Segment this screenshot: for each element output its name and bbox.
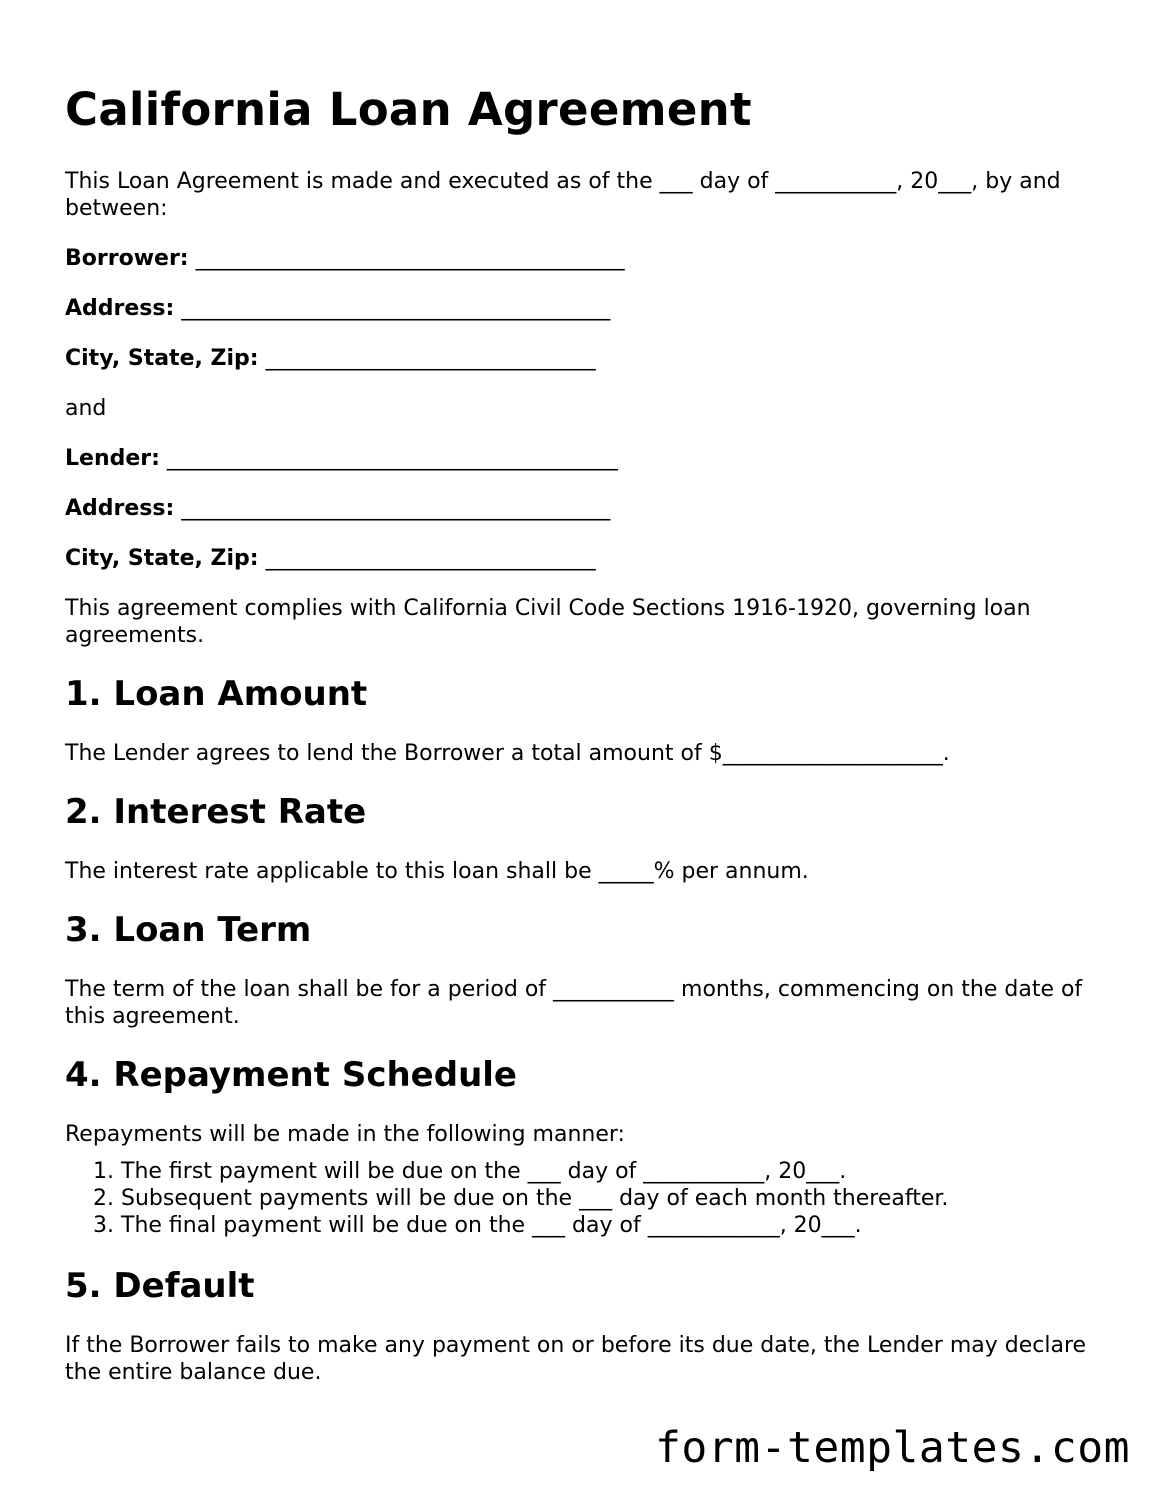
lender-name-label: Lender: [65, 446, 160, 471]
lender-address-blank: _______________________________________ [181, 496, 611, 521]
borrower-city-field [65, 345, 1115, 372]
section-heading-repayment-schedule: 4. Repayment Schedule [65, 1055, 517, 1095]
watermark: form-templates.com [655, 1423, 1130, 1473]
borrower-name-label: Borrower: [65, 246, 189, 271]
list-item: 3. The final payment will be due on the ___ day of ____________, 20___. [121, 1212, 1115, 1239]
section-body-repayment-schedule: Repayments will be made in the following manner: [65, 1122, 625, 1147]
lender-city-field [65, 545, 1115, 572]
lender-name-blank: _________________________________________ [166, 446, 618, 471]
list-item: 1. The first payment will be due on the ___ day of ___________, 20___. [121, 1158, 1115, 1185]
borrower-city-label: City, State, Zip: [65, 346, 259, 371]
section-heading-loan-amount: 1. Loan Amount [65, 674, 368, 714]
section-body-loan-term: The term of the loan shall be for a period of ___________ months, commencing on the date of this agreement. [65, 977, 1083, 1029]
borrower-address-field [65, 295, 1115, 322]
borrower-name-field [65, 245, 1115, 272]
lender-address-label: Address: [65, 496, 175, 521]
document-page [65, 80, 1115, 1409]
intro-paragraph: This Loan Agreement is made and executed as of the ___ day of ___________, 20___, by and between: [65, 169, 1061, 221]
lender-address-field [65, 495, 1115, 522]
section-heading-default: 5. Default [65, 1266, 255, 1306]
section-body-interest-rate: The interest rate applicable to this loan shall be _____% per annum. [65, 859, 809, 884]
lender-city-blank: ______________________________ [265, 546, 596, 571]
section-body-loan-amount: The Lender agrees to lend the Borrower a total amount of $____________________. [65, 741, 950, 766]
and-text: and [65, 396, 107, 421]
section-heading-interest-rate: 2. Interest Rate [65, 792, 367, 832]
lender-name-field [65, 445, 1115, 472]
borrower-city-blank: ______________________________ [265, 346, 596, 371]
borrower-name-blank: _______________________________________ [195, 246, 625, 271]
borrower-address-blank: _______________________________________ [181, 296, 611, 321]
compliance-paragraph: This agreement complies with California Civil Code Sections 1916-1920, governing loan agreements. [65, 596, 1031, 648]
repayment-list [65, 1158, 1115, 1239]
lender-city-label: City, State, Zip: [65, 546, 259, 571]
document-title: California Loan Agreement [65, 83, 752, 136]
section-body-default: If the Borrower fails to make any payment on or before its due date, the Lender may declare the entire balance due. [65, 1333, 1087, 1385]
section-heading-loan-term: 3. Loan Term [65, 910, 312, 950]
list-item: 2. Subsequent payments will be due on the ___ day of each month thereafter. [121, 1185, 1115, 1212]
borrower-address-label: Address: [65, 296, 175, 321]
